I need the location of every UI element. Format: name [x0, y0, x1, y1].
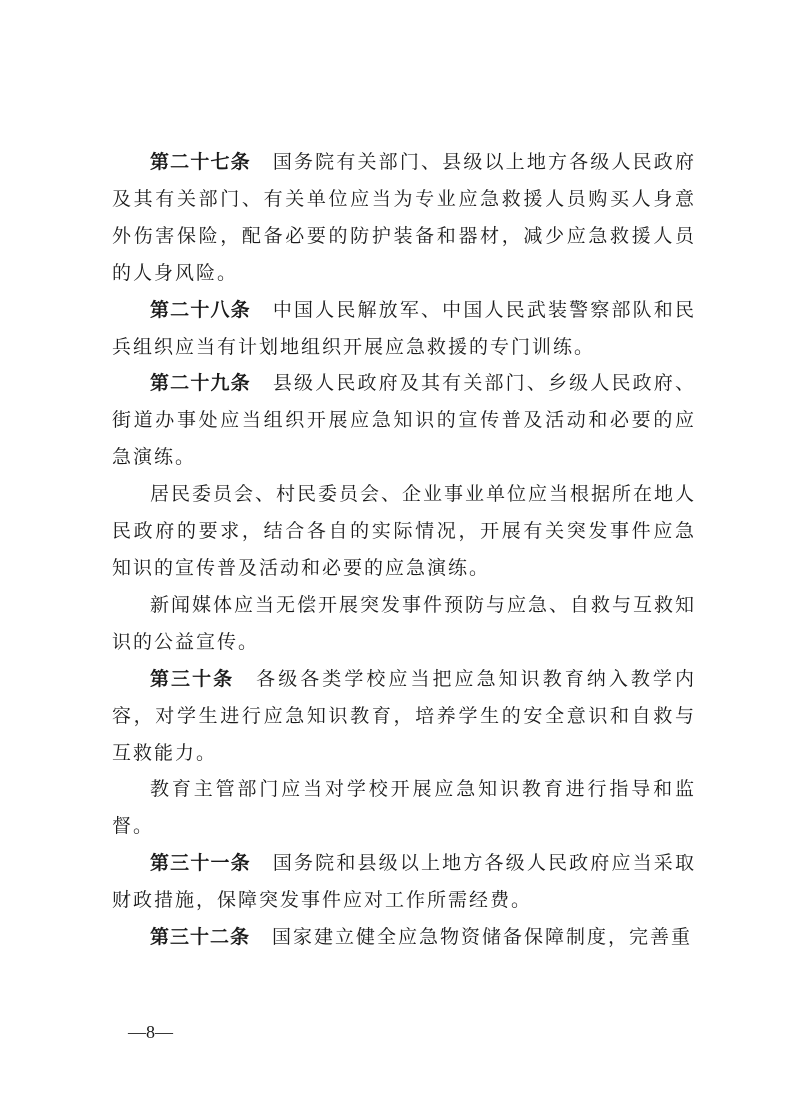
paragraph-text: 教育主管部门应当对学校开展应急知识教育进行指导和监督。 [112, 778, 696, 838]
paragraph-text: 国家建立健全应急物资储备保障制度，完善重 [272, 926, 693, 949]
article-number: 第三十一条 [150, 852, 251, 875]
paragraph-text: 居民委员会、村民委员会、企业事业单位应当根据所在地人民政府的要求，结合各自的实际情况，开展有关突发事件应急知识的宣传普及活动和必要的应急演练。 [112, 483, 697, 579]
article-number: 第三十二条 [150, 926, 251, 949]
paragraph-article-32 [112, 919, 696, 956]
page-number: —8— [128, 1022, 173, 1042]
paragraph-text: 国务院有关部门、县级以上地方各级人民政府及其有关部门、有关单位应当为专业应急救援人员购买人身意外伤害保险，配备必要的防护装备和器材，减少应急救援人员的人身风险。 [112, 151, 696, 284]
paragraph-article-30 [112, 661, 696, 772]
paragraph-text: 各级各类学校应当把应急知识教育纳入教学内容，对学生进行应急知识教育，培养学生的安全意识和自救与互救能力。 [112, 667, 696, 764]
paragraph-article-28 [112, 292, 696, 366]
article-number: 第二十八条 [150, 298, 251, 321]
paragraph-text: 新闻媒体应当无偿开展突发事件预防与应急、自救与互救知识的公益宣传。 [112, 593, 697, 653]
paragraph-article-31 [112, 845, 696, 919]
paragraph-article-29-part-2 [112, 476, 696, 587]
paragraph-text: 中国人民解放军、中国人民武装警察部队和民兵组织应当有计划地组织开展应急救援的专门训练。 [112, 298, 696, 358]
article-number: 第二十七条 [150, 151, 251, 173]
paragraph-article-27 [112, 144, 696, 292]
paragraph-article-29-part-3 [112, 587, 696, 661]
article-number: 第三十条 [150, 667, 235, 690]
paragraph-article-29 [112, 365, 696, 476]
paragraph-text: 县级人民政府及其有关部门、乡级人民政府、街道办事处应当组织开展应急知识的宣传普及活动和必要的应急演练。 [112, 372, 696, 469]
paragraph-text: 国务院和县级以上地方各级人民政府应当采取财政措施，保障突发事件应对工作所需经费。 [112, 852, 696, 912]
document-body [112, 144, 696, 956]
paragraph-article-30-part-2 [112, 771, 696, 845]
article-number: 第二十九条 [150, 372, 251, 395]
